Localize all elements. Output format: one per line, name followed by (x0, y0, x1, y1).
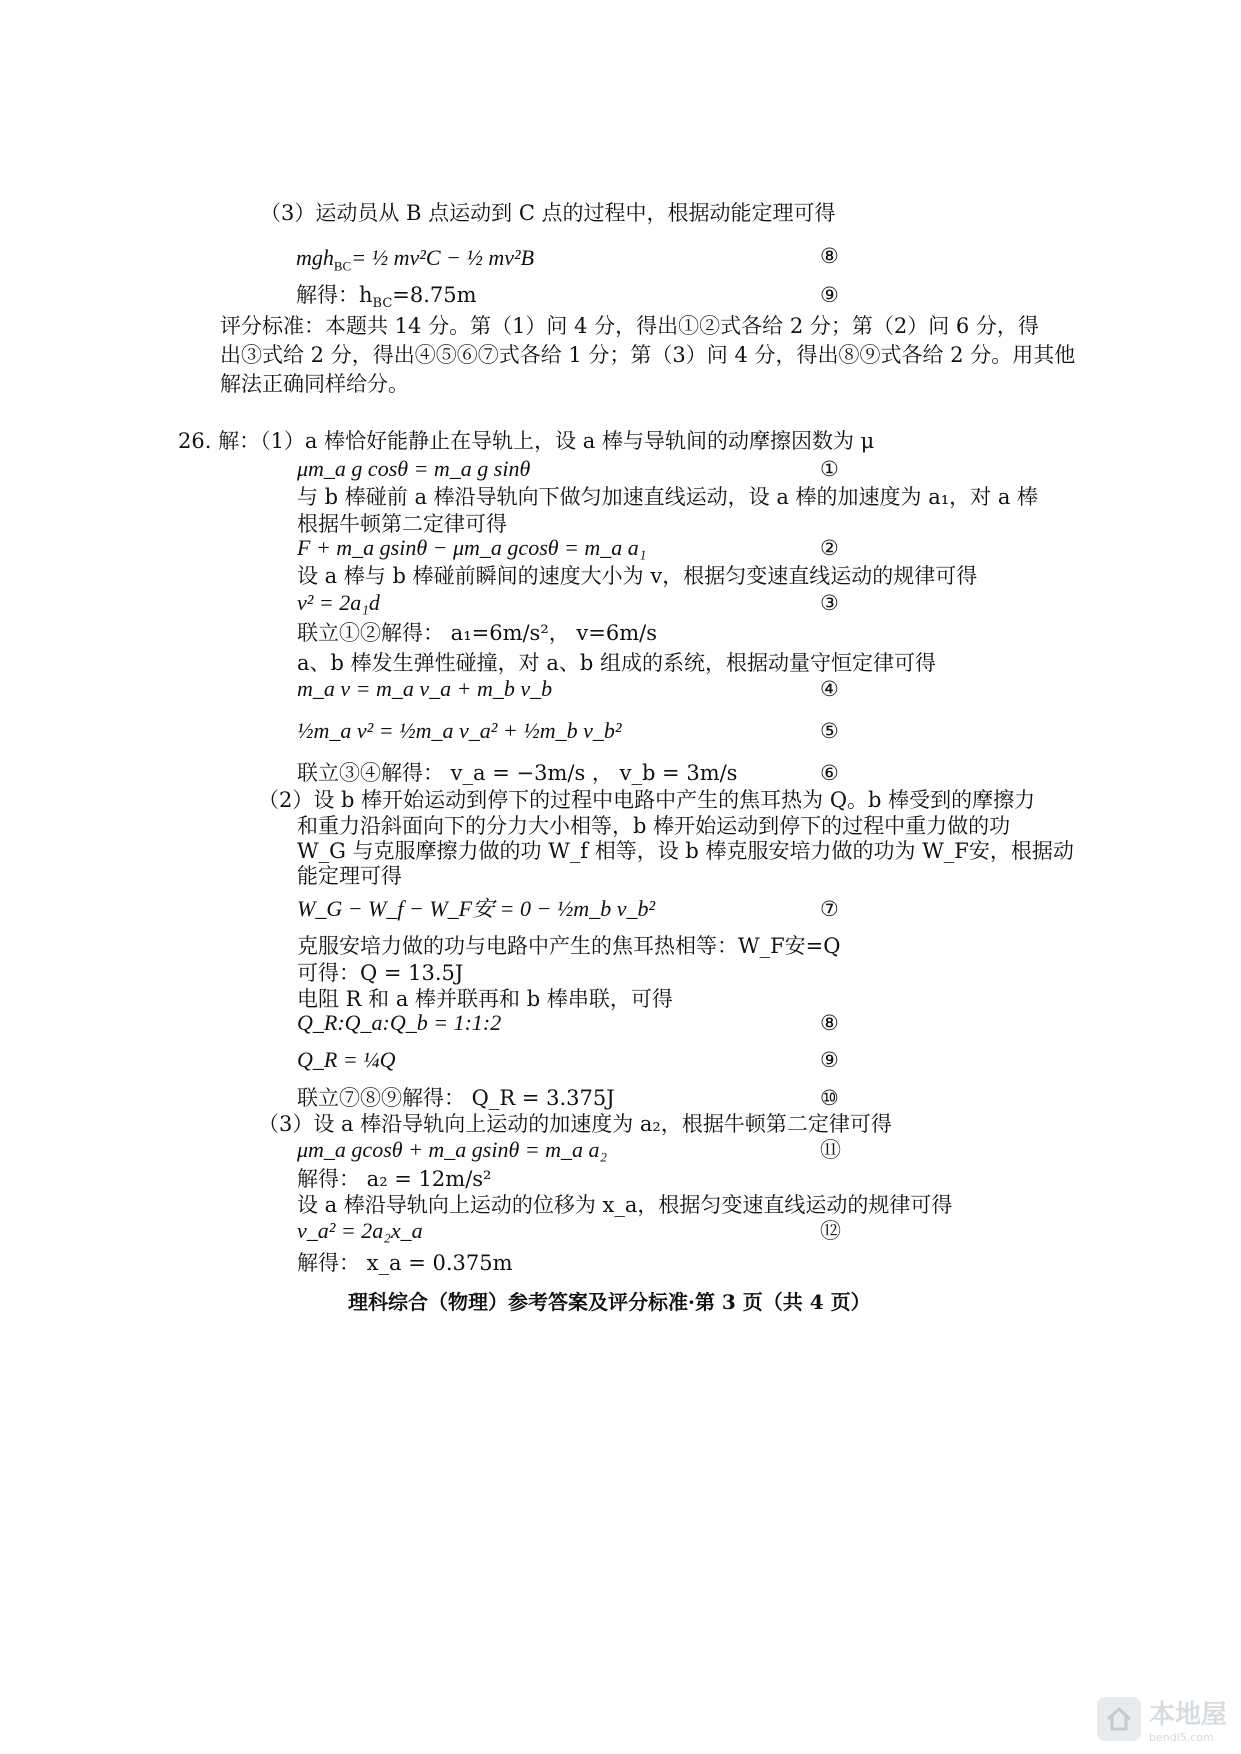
part2-line-4: 能定理可得 (297, 864, 402, 888)
solution-a2: 解得： a₂ = 12m/s² (297, 1167, 492, 1191)
solution-12: 联立①②解得： a₁=6m/s²， v=6m/s (297, 621, 658, 645)
equation-4: m_a v = m_a v_a + m_b v_b (297, 676, 553, 701)
equation-11: μm_a gcosθ + m_a gsinθ = m_a a₂ (297, 1137, 608, 1162)
eq-number-6: ⑥ (820, 761, 839, 785)
text-xa: 设 a 棒沿导轨向上运动的位移为 x_a，根据匀变速直线运动的规律可得 (297, 1193, 953, 1217)
section3-intro: （3）运动员从 B 点运动到 C 点的过程中，根据动能定理可得 (260, 201, 836, 225)
eq-number-8: ⑧ (820, 1011, 839, 1035)
equation-7: W_G − W_f − W_F安 = 0 − ½m_b v_b² (297, 896, 656, 921)
text-a1-2: 根据牛顿第二定律可得 (297, 512, 507, 536)
equation-2: F + m_a gsinθ − μm_a gcosθ = m_a a₁ (297, 535, 647, 560)
q26-intro: 26. 解：（1）a 棒恰好能静止在导轨上，设 a 棒与导轨间的动摩擦因数为 μ (178, 429, 875, 453)
equation-8a: mgh$_{BC}$= ½ mv²C − ½ mv²B (296, 245, 535, 274)
eq-number-3: ③ (820, 591, 839, 615)
grading-line-1: 评分标准：本题共 14 分。第（1）问 4 分，得出①②式各给 2 分；第（2）问 6 分，得 (220, 314, 1039, 338)
watermark-text: 本地屋 (1148, 1700, 1227, 1730)
eq-number-12: ⑫ (820, 1219, 841, 1243)
part2-line-2: 和重力沿斜面向下的分力大小相等，b 棒开始运动到停下的过程中重力做的功 (297, 814, 1011, 838)
eq-number-4: ④ (820, 677, 839, 701)
equation-12: v_a² = 2a₂x_a (297, 1218, 423, 1243)
eq-number-5: ⑤ (820, 719, 839, 743)
house-icon (1097, 1697, 1141, 1741)
text-a1-1: 与 b 棒碰前 a 棒沿导轨向下做匀加速直线运动，设 a 棒的加速度为 a₁，对 a 棒 (297, 485, 1039, 509)
text-q-value: 可得：Q = 13.5J (297, 961, 464, 985)
text-resistor: 电阻 R 和 a 棒并联再和 b 棒串联，可得 (297, 987, 673, 1011)
equation-8: Q_R:Q_a:Q_b = 1:1:2 (297, 1010, 502, 1035)
text-v: 设 a 棒与 b 棒碰前瞬间的速度大小为 v，根据匀变速直线运动的规律可得 (297, 564, 978, 588)
page-footer: 理科综合（物理）参考答案及评分标准·第 3 页（共 4 页） (348, 1290, 871, 1314)
text-collision: a、b 棒发生弹性碰撞，对 a、b 组成的系统，根据动量守恒定律可得 (297, 651, 936, 675)
solution-789: 联立⑦⑧⑨解得： Q_R = 3.375J (297, 1086, 615, 1110)
eq-number-1: ① (820, 457, 839, 481)
part2-line-3: W_G 与克服摩擦力做的功 W_f 相等，设 b 棒克服安培力做的功为 W_F安，根据动 (297, 839, 1074, 863)
watermark (1097, 1694, 1227, 1744)
part3-intro: （3）设 a 棒沿导轨向上运动的加速度为 a₂，根据牛顿第二定律可得 (258, 1112, 892, 1136)
eq-number-9a: ⑨ (820, 283, 839, 307)
equation-3: v² = 2a₁d (297, 590, 380, 615)
watermark-url: bendi5.com (1148, 1731, 1214, 1744)
equation-9: Q_R = ¼Q (297, 1047, 396, 1072)
grading-line-3: 解法正确同样给分。 (220, 372, 409, 396)
eq-number-9: ⑨ (820, 1048, 839, 1072)
solution-hbc: 解得：$h_{BC}=8.75m$ (296, 283, 477, 312)
eq-number-11: ⑪ (820, 1138, 841, 1162)
eq-number-8a: ⑧ (820, 244, 839, 268)
equation-5: ½m_a v² = ½m_a v_a² + ½m_b v_b² (297, 718, 622, 743)
eq-number-7: ⑦ (820, 897, 839, 921)
equation-1: μm_a g cosθ = m_a g sinθ (297, 456, 531, 481)
text-ampere-work: 克服安培力做的功与电路中产生的焦耳热相等：W_F安=Q (297, 934, 841, 958)
solution-xa: 解得： x_a = 0.375m (297, 1251, 513, 1275)
eq-number-10: ⑩ (820, 1086, 839, 1110)
part2-line-1: （2）设 b 棒开始运动到停下的过程中电路中产生的焦耳热为 Q。b 棒受到的摩擦力 (258, 788, 1036, 812)
solution-34: 联立③④解得： v_a = −3m/s ， v_b = 3m/s (297, 761, 738, 785)
eq-number-2: ② (820, 536, 839, 560)
grading-line-2: 出③式给 2 分，得出④⑤⑥⑦式各给 1 分；第（3）问 4 分，得出⑧⑨式各给 2 分。用其他 (220, 343, 1076, 367)
